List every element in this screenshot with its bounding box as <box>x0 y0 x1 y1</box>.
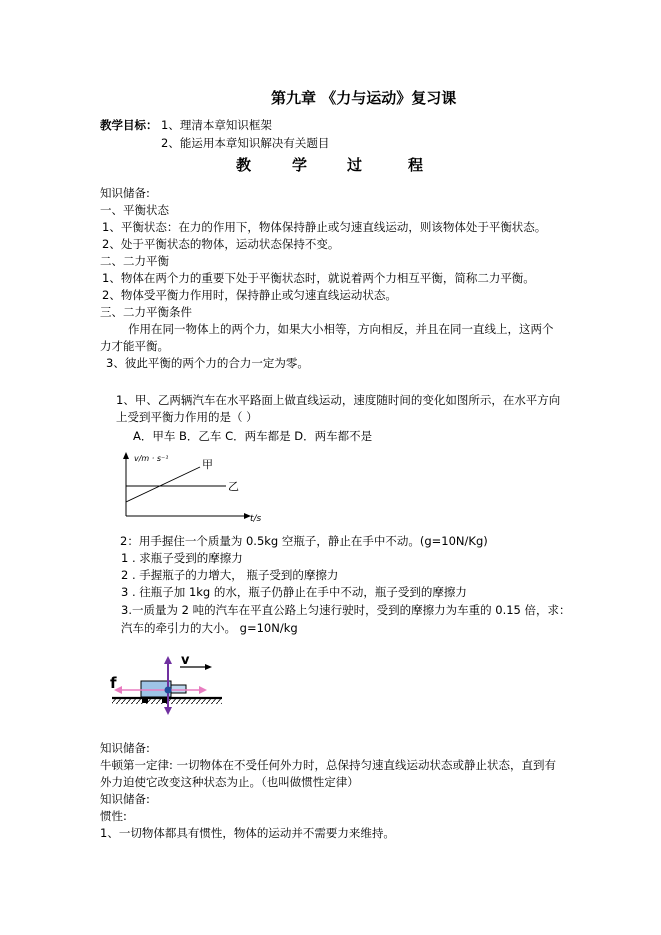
inertia-heading: 惯性: <box>100 809 127 823</box>
center-of-mass-dot <box>165 687 172 694</box>
force-diagram <box>108 654 228 716</box>
process-char-1: 教 <box>236 156 252 174</box>
reserve-heading-2: 知识储备: <box>100 741 150 755</box>
traction-force-arrowhead <box>199 686 207 694</box>
section-1-item-2: 2、处于平衡状态的物体，运动状态保持不变。 <box>102 237 340 251</box>
section-2-item-1: 1、物体在两个力的重要下处于平衡状态时，就说着两个力相互平衡，简称二力平衡。 <box>102 271 535 285</box>
section-3-body-line-1: 作用在同一物体上的两个力，如果大小相等，方向相反，并且在同一直线上，这两个 <box>128 322 554 336</box>
reserve-heading: 知识储备: <box>100 186 150 200</box>
process-char-3: 过 <box>347 156 363 174</box>
reserve-heading-3: 知识储备: <box>100 792 150 806</box>
goal-label: 教学目标： <box>100 118 158 132</box>
question-2: 2：用手握住一个质量为 0.5kg 空瓶子，静止在手中不动。(g=10N/Kg) <box>120 534 488 548</box>
process-char-4: 程 <box>408 156 424 174</box>
inertia-item-1: 1、一切物体都具有惯性，物体的运动并不需要力来维持。 <box>100 826 395 840</box>
question-2-sub-2: 2 . 手握瓶子的力增大， 瓶子受到的摩擦力 <box>121 568 339 582</box>
section-3-item-3: 3、彼此平衡的两个力的合力一定为零。 <box>106 356 309 370</box>
newton-law-line-2: 外力迫使它改变这种状态为止。（也叫做惯性定律） <box>100 775 359 789</box>
section-2-item-2: 2、物体受平衡力作用时，保持静止或匀速直线运动状态。 <box>102 288 397 302</box>
section-2-heading: 二、二力平衡 <box>100 254 169 268</box>
section-3-body-line-2: 力才能平衡。 <box>100 339 169 353</box>
velocity-time-graph <box>118 450 268 524</box>
process-char-2: 学 <box>292 156 308 174</box>
friction-label: f <box>110 674 117 692</box>
velocity-arrowhead <box>205 664 212 670</box>
question-1-options: A．甲车 B．乙车 C．两车都是 D．两车都不是 <box>133 429 373 443</box>
car-front <box>171 685 186 693</box>
car-wheel-rear <box>142 697 148 703</box>
newton-law-line-1: 牛顿第一定律: 一切物体在不受任何外力时，总保持匀速直线运动状态或静止状态，直到有 <box>100 758 557 772</box>
graph-y-axis-arrow <box>123 452 129 459</box>
graph-line-a <box>126 467 200 502</box>
question-3-line-1: 3.一质量为 2 吨的汽车在平直公路上匀速行驶时，受到的摩擦力为车重的 0.15 倍，求： <box>121 603 571 617</box>
graph-xlabel: t/s <box>250 514 262 524</box>
graph-ylabel: v/m · s⁻¹ <box>134 454 169 463</box>
velocity-label: v <box>181 654 190 668</box>
support-force-arrowhead <box>164 656 172 664</box>
page-title: 第九章 《力与运动》复习课 <box>271 89 457 107</box>
question-1-line-1: 1、甲、乙两辆汽车在水平路面上做直线运动，速度随时间的变化如图所示，在水平方向 <box>116 393 561 407</box>
goal-item-2: 2、能运用本章知识解决有关题目 <box>161 136 330 150</box>
gravity-force-arrowhead <box>164 707 172 715</box>
question-2-sub-3: 3 . 往瓶子加 1kg 的水，瓶子仍静止在手中不动，瓶子受到的摩擦力 <box>121 585 467 599</box>
section-1-item-1: 1、平衡状态：在力的作用下，物体保持静止或匀速直线运动，则该物体处于平衡状态。 <box>102 220 547 234</box>
question-2-sub-1: 1 . 求瓶子受到的摩擦力 <box>121 551 243 565</box>
question-3-line-2: 汽车的牵引力的大小。 g=10N/kg <box>121 621 298 635</box>
question-1-line-2: 上受到平衡力作用的是（ ） <box>116 410 258 424</box>
goal-item-1: 1、理清本章知识框架 <box>161 118 272 132</box>
section-3-heading: 三、二力平衡条件 <box>100 305 192 319</box>
graph-series-b-label: 乙 <box>228 480 239 493</box>
section-1-heading: 一、平衡状态 <box>100 203 169 217</box>
graph-series-a-label: 甲 <box>202 458 213 471</box>
